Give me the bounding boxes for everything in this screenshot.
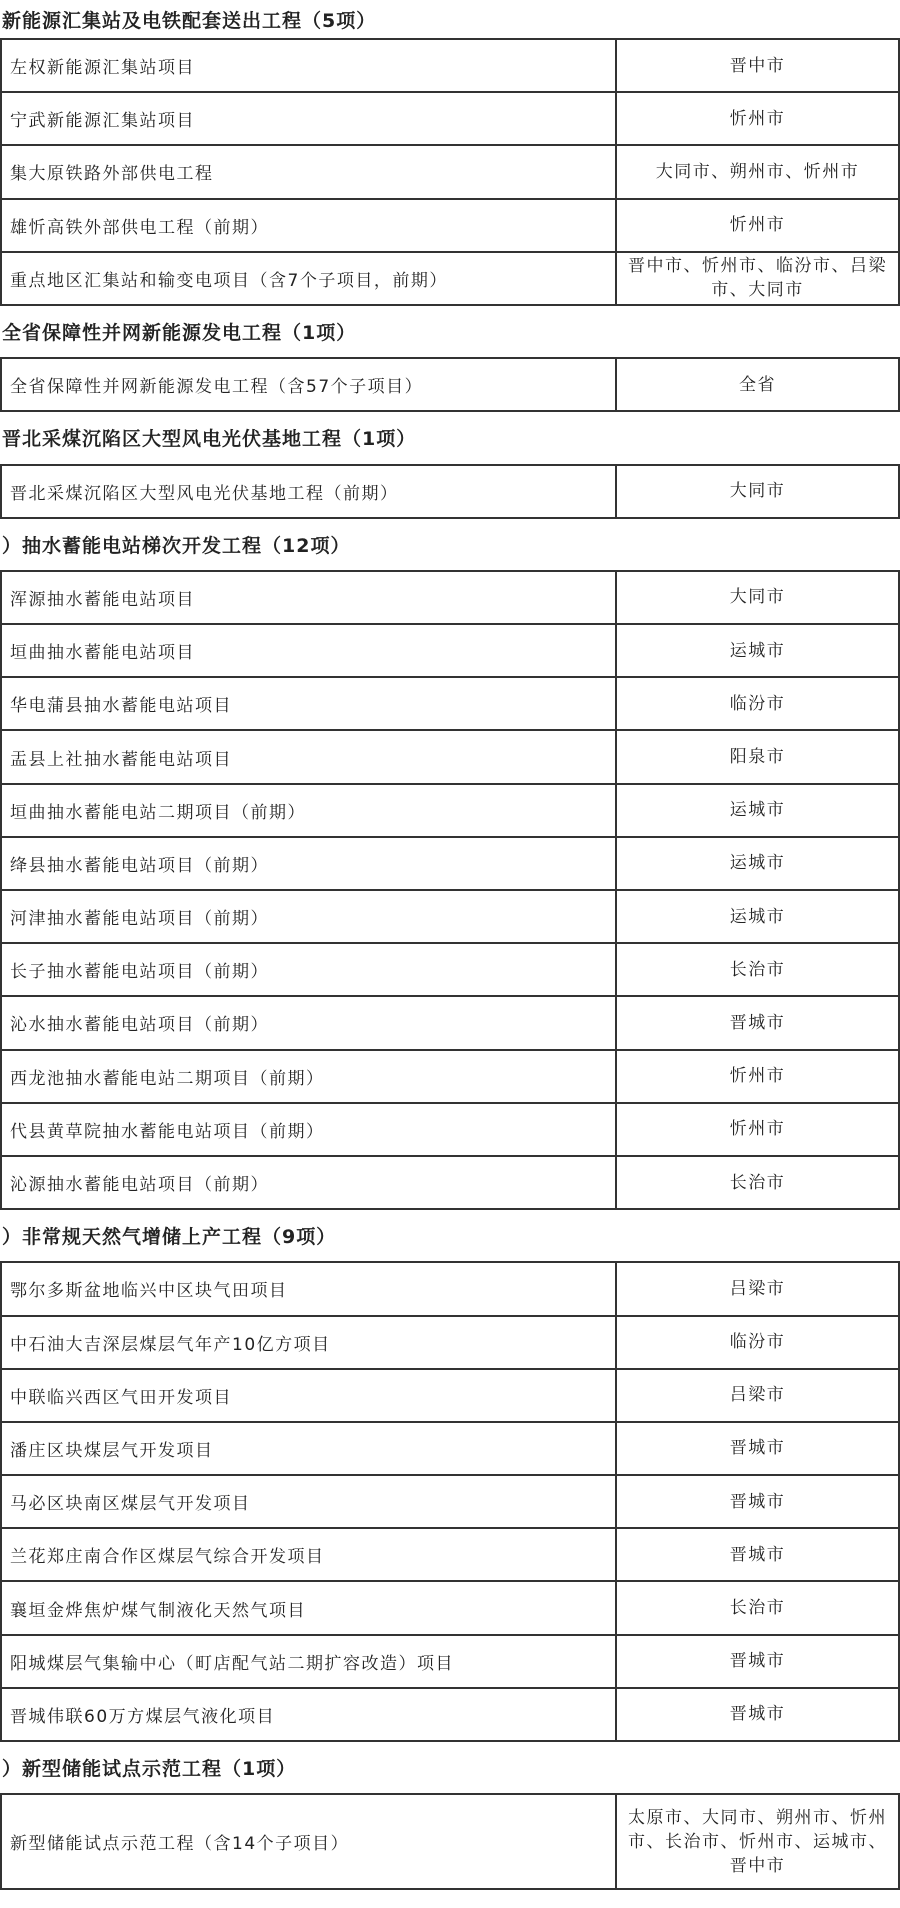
project-name: 兰花郑庄南合作区煤层气综合开发项目 (0, 1529, 617, 1580)
project-location: 大同市、朔州市、忻州市 (617, 146, 900, 197)
project-location: 吕梁市 (617, 1370, 900, 1421)
project-name: 代县黄草院抽水蓄能电站项目（前期） (0, 1104, 617, 1155)
project-location: 临汾市 (617, 678, 900, 729)
project-name: 中石油大吉深层煤层气年产10亿方项目 (0, 1317, 617, 1368)
project-name: 西龙池抽水蓄能电站二期项目（前期） (0, 1051, 617, 1102)
project-location: 晋城市 (617, 1423, 900, 1474)
project-name: 中联临兴西区气田开发项目 (0, 1370, 617, 1421)
table-row (0, 200, 900, 253)
table-row (0, 625, 900, 678)
project-location: 运城市 (617, 625, 900, 676)
project-name: 集大原铁路外部供电工程 (0, 146, 617, 197)
project-location: 吕梁市 (617, 1263, 900, 1314)
project-name: 晋城伟联60万方煤层气液化项目 (0, 1689, 617, 1740)
project-location: 晋城市 (617, 1476, 900, 1527)
section-title: ）抽水蓄能电站梯次开发工程（12项） (2, 534, 351, 557)
project-name: 晋北采煤沉陷区大型风电光伏基地工程（前期） (0, 466, 617, 517)
section-header (0, 306, 900, 359)
table-row (0, 1529, 900, 1582)
section-title: ）新型储能试点示范工程（1项） (2, 1758, 297, 1781)
section-header (0, 0, 900, 40)
section-title: 晋北采煤沉陷区大型风电光伏基地工程（1项） (2, 428, 417, 451)
project-location: 阳泉市 (617, 731, 900, 782)
project-name: 绛县抽水蓄能电站项目（前期） (0, 838, 617, 889)
table-row (0, 1476, 900, 1529)
project-location: 运城市 (617, 891, 900, 942)
table-row (0, 997, 900, 1050)
table-row (0, 40, 900, 93)
project-name: 长子抽水蓄能电站项目（前期） (0, 944, 617, 995)
project-name: 左权新能源汇集站项目 (0, 40, 617, 91)
table-row (0, 572, 900, 625)
table-row (0, 93, 900, 146)
section-header (0, 412, 900, 465)
table-row (0, 785, 900, 838)
project-location: 晋城市 (617, 997, 900, 1048)
project-name: 沁水抽水蓄能电站项目（前期） (0, 997, 617, 1048)
project-location: 大同市 (617, 572, 900, 623)
section-title: 全省保障性并网新能源发电工程（1项） (2, 322, 357, 345)
project-location: 临汾市 (617, 1317, 900, 1368)
project-name: 马必区块南区煤层气开发项目 (0, 1476, 617, 1527)
project-location: 晋城市 (617, 1689, 900, 1740)
table-row (0, 1263, 900, 1316)
section-header (0, 519, 900, 572)
table-row (0, 1636, 900, 1689)
project-location: 大同市 (617, 466, 900, 517)
project-location: 晋中市 (617, 40, 900, 91)
project-name: 垣曲抽水蓄能电站项目 (0, 625, 617, 676)
table-row (0, 1157, 900, 1210)
project-location: 晋城市 (617, 1636, 900, 1687)
section-header (0, 1210, 900, 1263)
project-location: 长治市 (617, 1582, 900, 1633)
table-row (0, 1104, 900, 1157)
project-name: 盂县上社抽水蓄能电站项目 (0, 731, 617, 782)
section-title: ）非常规天然气增储上产工程（9项） (2, 1226, 337, 1249)
project-location: 太原市、大同市、朔州市、忻州市、长治市、忻州市、运城市、晋中市 (617, 1795, 900, 1888)
project-location: 忻州市 (617, 93, 900, 144)
section-header (0, 1742, 900, 1795)
project-location: 运城市 (617, 785, 900, 836)
project-name: 河津抽水蓄能电站项目（前期） (0, 891, 617, 942)
project-location: 长治市 (617, 1157, 900, 1208)
table-row (0, 1795, 900, 1890)
table-row (0, 146, 900, 199)
project-name: 新型储能试点示范工程（含14个子项目） (0, 1795, 617, 1888)
table-row (0, 891, 900, 944)
table-row (0, 1582, 900, 1635)
project-name: 宁武新能源汇集站项目 (0, 93, 617, 144)
project-location: 全省 (617, 359, 900, 410)
project-name: 鄂尔多斯盆地临兴中区块气田项目 (0, 1263, 617, 1314)
table-row (0, 944, 900, 997)
project-name: 沁源抽水蓄能电站项目（前期） (0, 1157, 617, 1208)
project-name: 雄忻高铁外部供电工程（前期） (0, 200, 617, 251)
project-name: 潘庄区块煤层气开发项目 (0, 1423, 617, 1474)
table-row (0, 1051, 900, 1104)
project-name: 阳城煤层气集输中心（町店配气站二期扩容改造）项目 (0, 1636, 617, 1687)
project-name: 浑源抽水蓄能电站项目 (0, 572, 617, 623)
table-row (0, 466, 900, 519)
project-name: 重点地区汇集站和输变电项目（含7个子项目，前期） (0, 253, 617, 304)
table-row (0, 678, 900, 731)
table-row (0, 1317, 900, 1370)
table-row (0, 838, 900, 891)
table-row (0, 253, 900, 306)
table-row (0, 359, 900, 412)
project-location: 忻州市 (617, 200, 900, 251)
project-location: 长治市 (617, 944, 900, 995)
table-row (0, 1689, 900, 1742)
table-row (0, 1370, 900, 1423)
project-name: 垣曲抽水蓄能电站二期项目（前期） (0, 785, 617, 836)
section-title: 新能源汇集站及电铁配套送出工程（5项） (2, 9, 377, 32)
project-location: 忻州市 (617, 1051, 900, 1102)
project-location: 忻州市 (617, 1104, 900, 1155)
project-name: 襄垣金烨焦炉煤气制液化天然气项目 (0, 1582, 617, 1633)
project-location: 运城市 (617, 838, 900, 889)
project-name: 全省保障性并网新能源发电工程（含57个子项目） (0, 359, 617, 410)
project-location: 晋中市、忻州市、临汾市、吕梁市、大同市 (617, 253, 900, 304)
table-row (0, 731, 900, 784)
project-name: 华电蒲县抽水蓄能电站项目 (0, 678, 617, 729)
project-location: 晋城市 (617, 1529, 900, 1580)
table-row (0, 1423, 900, 1476)
